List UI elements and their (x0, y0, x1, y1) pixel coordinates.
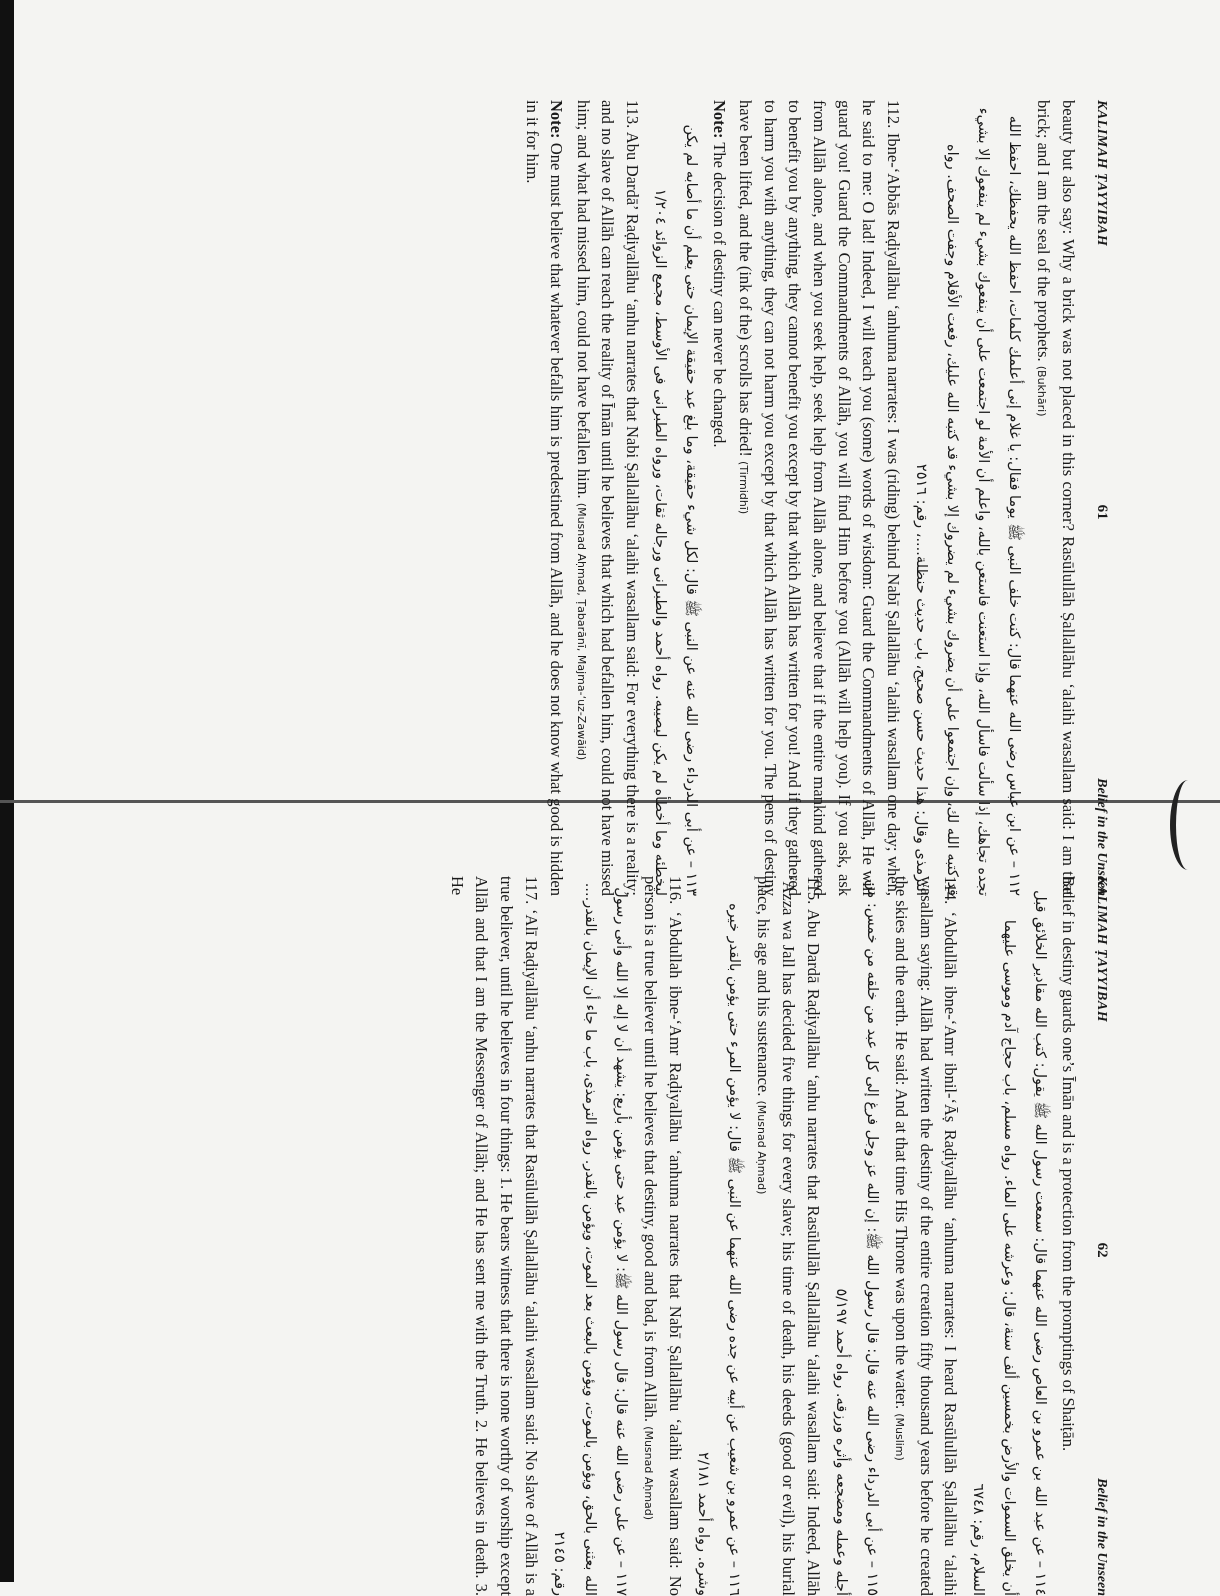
hadith-114-text: 114. ‘Abdullāh ibne-‘Amr ibnil-‘Āṣ Raḍiyallāhu ‘anhuma narrates: I heard Rasūlullāh Ṣallallāhu ‘alaihi wasallam saying: Allāh had written the destiny of the entire creation fifty thousand years before he created the skies and the earth. He said: And at that time His Throne was upon the water. (892, 876, 961, 1596)
page-header (1080, 100, 1110, 896)
arabic-text-117: ١١٧ – عن على رضى الله عنه قال: قال رسول الله ﷺ: لا يؤمن عبد حتى يؤمن بأربع: يشهد أن لا إله إلا الله وأنى رسول الله بعثنى بالحق، ويؤمن بالموت، ويؤمن بالبعث بعد الموت، ويؤمن بالقدر. رواه الترمذى، باب ما جاء أن الإيمان بالقدر.... رقم: ٢١٤٥ (550, 882, 629, 1596)
book-spine (1170, 780, 1206, 870)
hadith-112 (731, 100, 905, 896)
hadith-117: 117. ‘Alī Raḍiyallāhu ‘anhu narrates that Rasūlullāh Ṣallallāhu ‘alaihi wasallam said: No slave of Allāh is a true believer, until he believes in four things: 1. He bears witness that there is none worthy of worship except Allāh and that I am the Messenger of Allāh; and He has sent me with the Truth. 2. He believes in death. 3. He (447, 876, 541, 1596)
intro-reference: (Bukhāri) (1035, 365, 1049, 417)
page-61 (75, 100, 1110, 896)
header-section: Belief in the Unseen (1094, 1478, 1109, 1596)
note-113-text: One must believe that whatever befalls him is predestined from Allāh, and he does not know what good is hidden in it for him. (522, 100, 567, 896)
arabic-text-112: ١١٢ – عن ابن عباس رضى الله عنهما قال: كنت خلف النبى ﷺ يوما فقال: يا غلام إنى أعلمك كلمات، احفظ الله يحفظك، احفظ الله تجده تجاهك، إذا سألت فاسأل الله، وإذا استعنت فاستعن بالله، واعلم أن الأمة لو اجتمعت على أن ينفعوك بشيء لم ينفعوك إلا بشيء قد كتبه الله لك، وإن اجتمعوا على أن يضروك بشيء لم يضروك إلا بشيء قد كتبه الله عليك، رفعت الأقلام وجفت الصحف. رواه الترمذى وقال: هذا حديث حسن صحيح، باب حديث حنظلة....، رقم: ٢٥١٦ (912, 107, 1022, 896)
header-title: KALIMAH ṬAYYIBAH (1094, 876, 1109, 1023)
hadith-112-text: 112. Ibne-‘Abbās Raḍiyallāhu ‘anhuma narrates: I was (riding) behind Nabī Ṣallallāhu ‘alaihi wasallam one day; when, he said to me: O lad! Indeed, I will teach you (some) words of wisdom: Guard the Commandments of Allāh, He will guard you! Guard the Commandments of Allāh, you will find Him before you (Allāh will help you). If you ask, ask from Allāh alone, and when you seek help, seek help from Allāh alone, and believe that if the entire mankind gathered to benefit you by anything, they cannot benefit you except by that which Allāh has written for you! And if they gathered to harm you with anything, they can not harm you except by that which Allāh has written for you. The pens of destiny have been lifted, and the (ink of the) scrolls has dried! (736, 100, 903, 896)
intro-paragraph (1029, 100, 1080, 896)
hadith-116 (636, 876, 687, 1596)
note-label: Note: (709, 100, 729, 139)
hadith-115-reference: (Musnad Aḥmad) (755, 1100, 769, 1195)
note-112-text: The decision of destiny can never be changed. (709, 142, 729, 448)
arabic-text-116: ١١٦ – عن عمرو بن شعيب عن أبيه عن جده رضى الله عنهما عن النبى ﷺ قال: لا يؤمن المرء حتى يؤمن بالقدر خيره وشره. رواه أحمد ٢/١٨١ (694, 903, 742, 1596)
hadith-113-text: 113. Abu Dardā’ Raḍiyallāhu ‘anhu narrates that Nabi Ṣallallāhu ‘alaihi wasallam said: For everything there is a reality; and no slave of Allāh can reach the reality of Īmān until he believes that which had befallen him, could not have missed him; and what had missed him, could not have befallen him. (573, 100, 643, 896)
hadith-113-reference: (Musnad Aḥmad, Ṭabarānī, Majma-‘uz-Zawāid) (574, 502, 588, 761)
arabic-text-113: ١١٣ – عن أبى الدرداء رضى الله عنه عن النبى ﷺ قال: لكل شيء حقيقة، وما بلغ عبد حقيقة الإيمان حتى يعلم أن ما أصابه لم يكن ليخطئه وما أخطأه لم يكن ليصيبه. رواه أحمد والطبرانى ورجاله ثقات، ورواه الطبرانى فى الأوسط، مجمع الزوائد ١/٢٠٤ (652, 124, 700, 896)
arabic-text-114: ١١٤ – عن عبد الله بن عمرو بن العاص رضى الله عنهما قال: سمعت رسول الله ﷺ يقول: كتب الله مقادير الخلائق قبل أن يخلق السموات والأرض بخمسين ألف سنة، قال: وعرشه على الماء. رواه مسلم، باب حجاج آدم وموسى عليهما السلام، رقم: ٦٧٤٨ (970, 890, 1049, 1596)
hadith-116-text: 116. ‘Abdullah ibne-‘Amr Raḍiyallāhu ‘anhuma narrates that Nabī Ṣallallāhu ‘alaihi wasallam said: No person is a true believer until he believes that destiny, good and bad, is from Allāh. (641, 876, 685, 1596)
intro-paragraph: Belief in destiny guards one’s Īmān and is a protection from the promptings of Shaiṭān. (1059, 876, 1078, 1452)
hadith-115-text: 115. Abu Dardā Raḍiyallāhu ‘anhu narrates that Rasūlullāh Ṣallallāhu ‘alaihi wasallam said: Indeed, Allāh ‘Azza wa Jall has decided five things for every slave; his time of death, his deeds (good or evil), his burial place, his age and his sustenance. (754, 876, 823, 1596)
hadith-114-reference: (Muslim) (893, 1413, 907, 1461)
page-number: 62 (1094, 1242, 1110, 1258)
hadith-115 (749, 876, 825, 1596)
hadith-113 (568, 100, 644, 896)
header-title: KALIMAH ṬAYYIBAH (1094, 100, 1109, 247)
hadith-114 (887, 876, 963, 1596)
header-section: Belief in the Unseen (1094, 778, 1109, 896)
arabic-text-115: ١١٥ – عن أبى الدرداء رضى الله عنه قال: قال رسول الله ﷺ: إن الله عز وجل فرغ إلى كل عبد من خلقه من خمس: من أجله وعمله ومضجعه وأثره ورزقه. رواه أحمد ٥/١٩٧ (832, 879, 880, 1596)
intro-text: beauty but also say: Why a brick was not placed in this corner? Rasūlullāh Ṣallallāhu ‘alaihi wasallam said: I am that brick; and I am the seal of the prophets. (1034, 100, 1078, 896)
hadith-112-reference: (Tirmidhī) (737, 461, 751, 515)
note-113 (519, 100, 568, 896)
scan-edge (0, 0, 14, 1582)
hadith-116-reference: (Musnad Aḥmad) (642, 1426, 656, 1521)
page-header (1080, 876, 1110, 1596)
note-label: Note: (547, 100, 567, 139)
note-112 (706, 100, 731, 896)
page-number: 61 (1094, 504, 1110, 520)
page-62 (75, 876, 1110, 1596)
